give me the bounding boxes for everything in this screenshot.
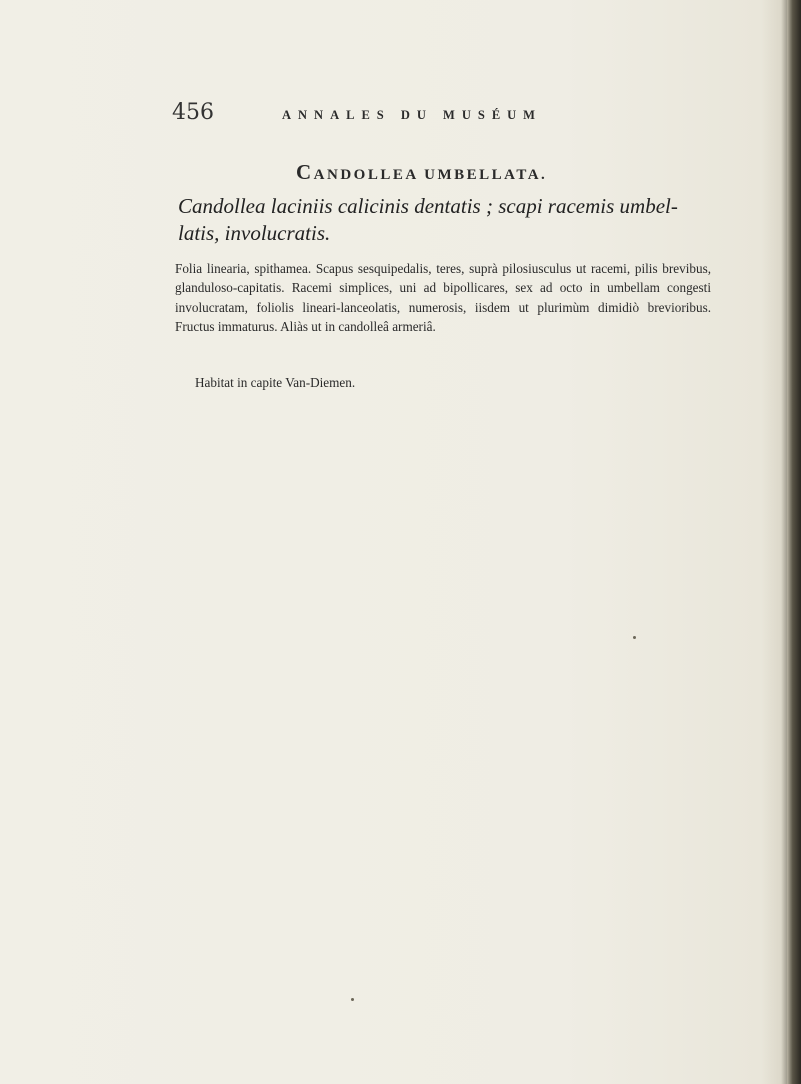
species-title-initial: C <box>296 160 314 184</box>
paper-speck <box>633 636 636 639</box>
species-habitat: Habitat in capite Van-Diemen. <box>195 375 356 390</box>
species-title <box>296 160 547 185</box>
paper-speck <box>351 998 354 1001</box>
book-spine <box>787 0 801 1084</box>
running-head: ANNALES DU MUSÉUM <box>282 108 542 122</box>
species-title-rest: ANDOLLEA UMBELLATA. <box>313 167 548 183</box>
species-description: Folia linearia, spithamea. Scapus sesquipedalis, teres, suprà pilosiusculus ut racemi, pilis brevibus, glanduloso-capitatis. Racemi simplices, uni ad bipollicares, sex ad octo in umbellam congesti involucratam, foliolis lineari-lanceolatis, numerosis, iisdem ut plurimùm dimidiò brevioribus. Fructus immaturus. Aliàs ut in candolleâ armeriâ. <box>175 261 711 334</box>
species-diagnosis: Candollea laciniis calicinis dentatis ; scapi racemis umbel-latis, involucratis. <box>178 194 678 245</box>
page-number: 456 <box>172 100 214 125</box>
